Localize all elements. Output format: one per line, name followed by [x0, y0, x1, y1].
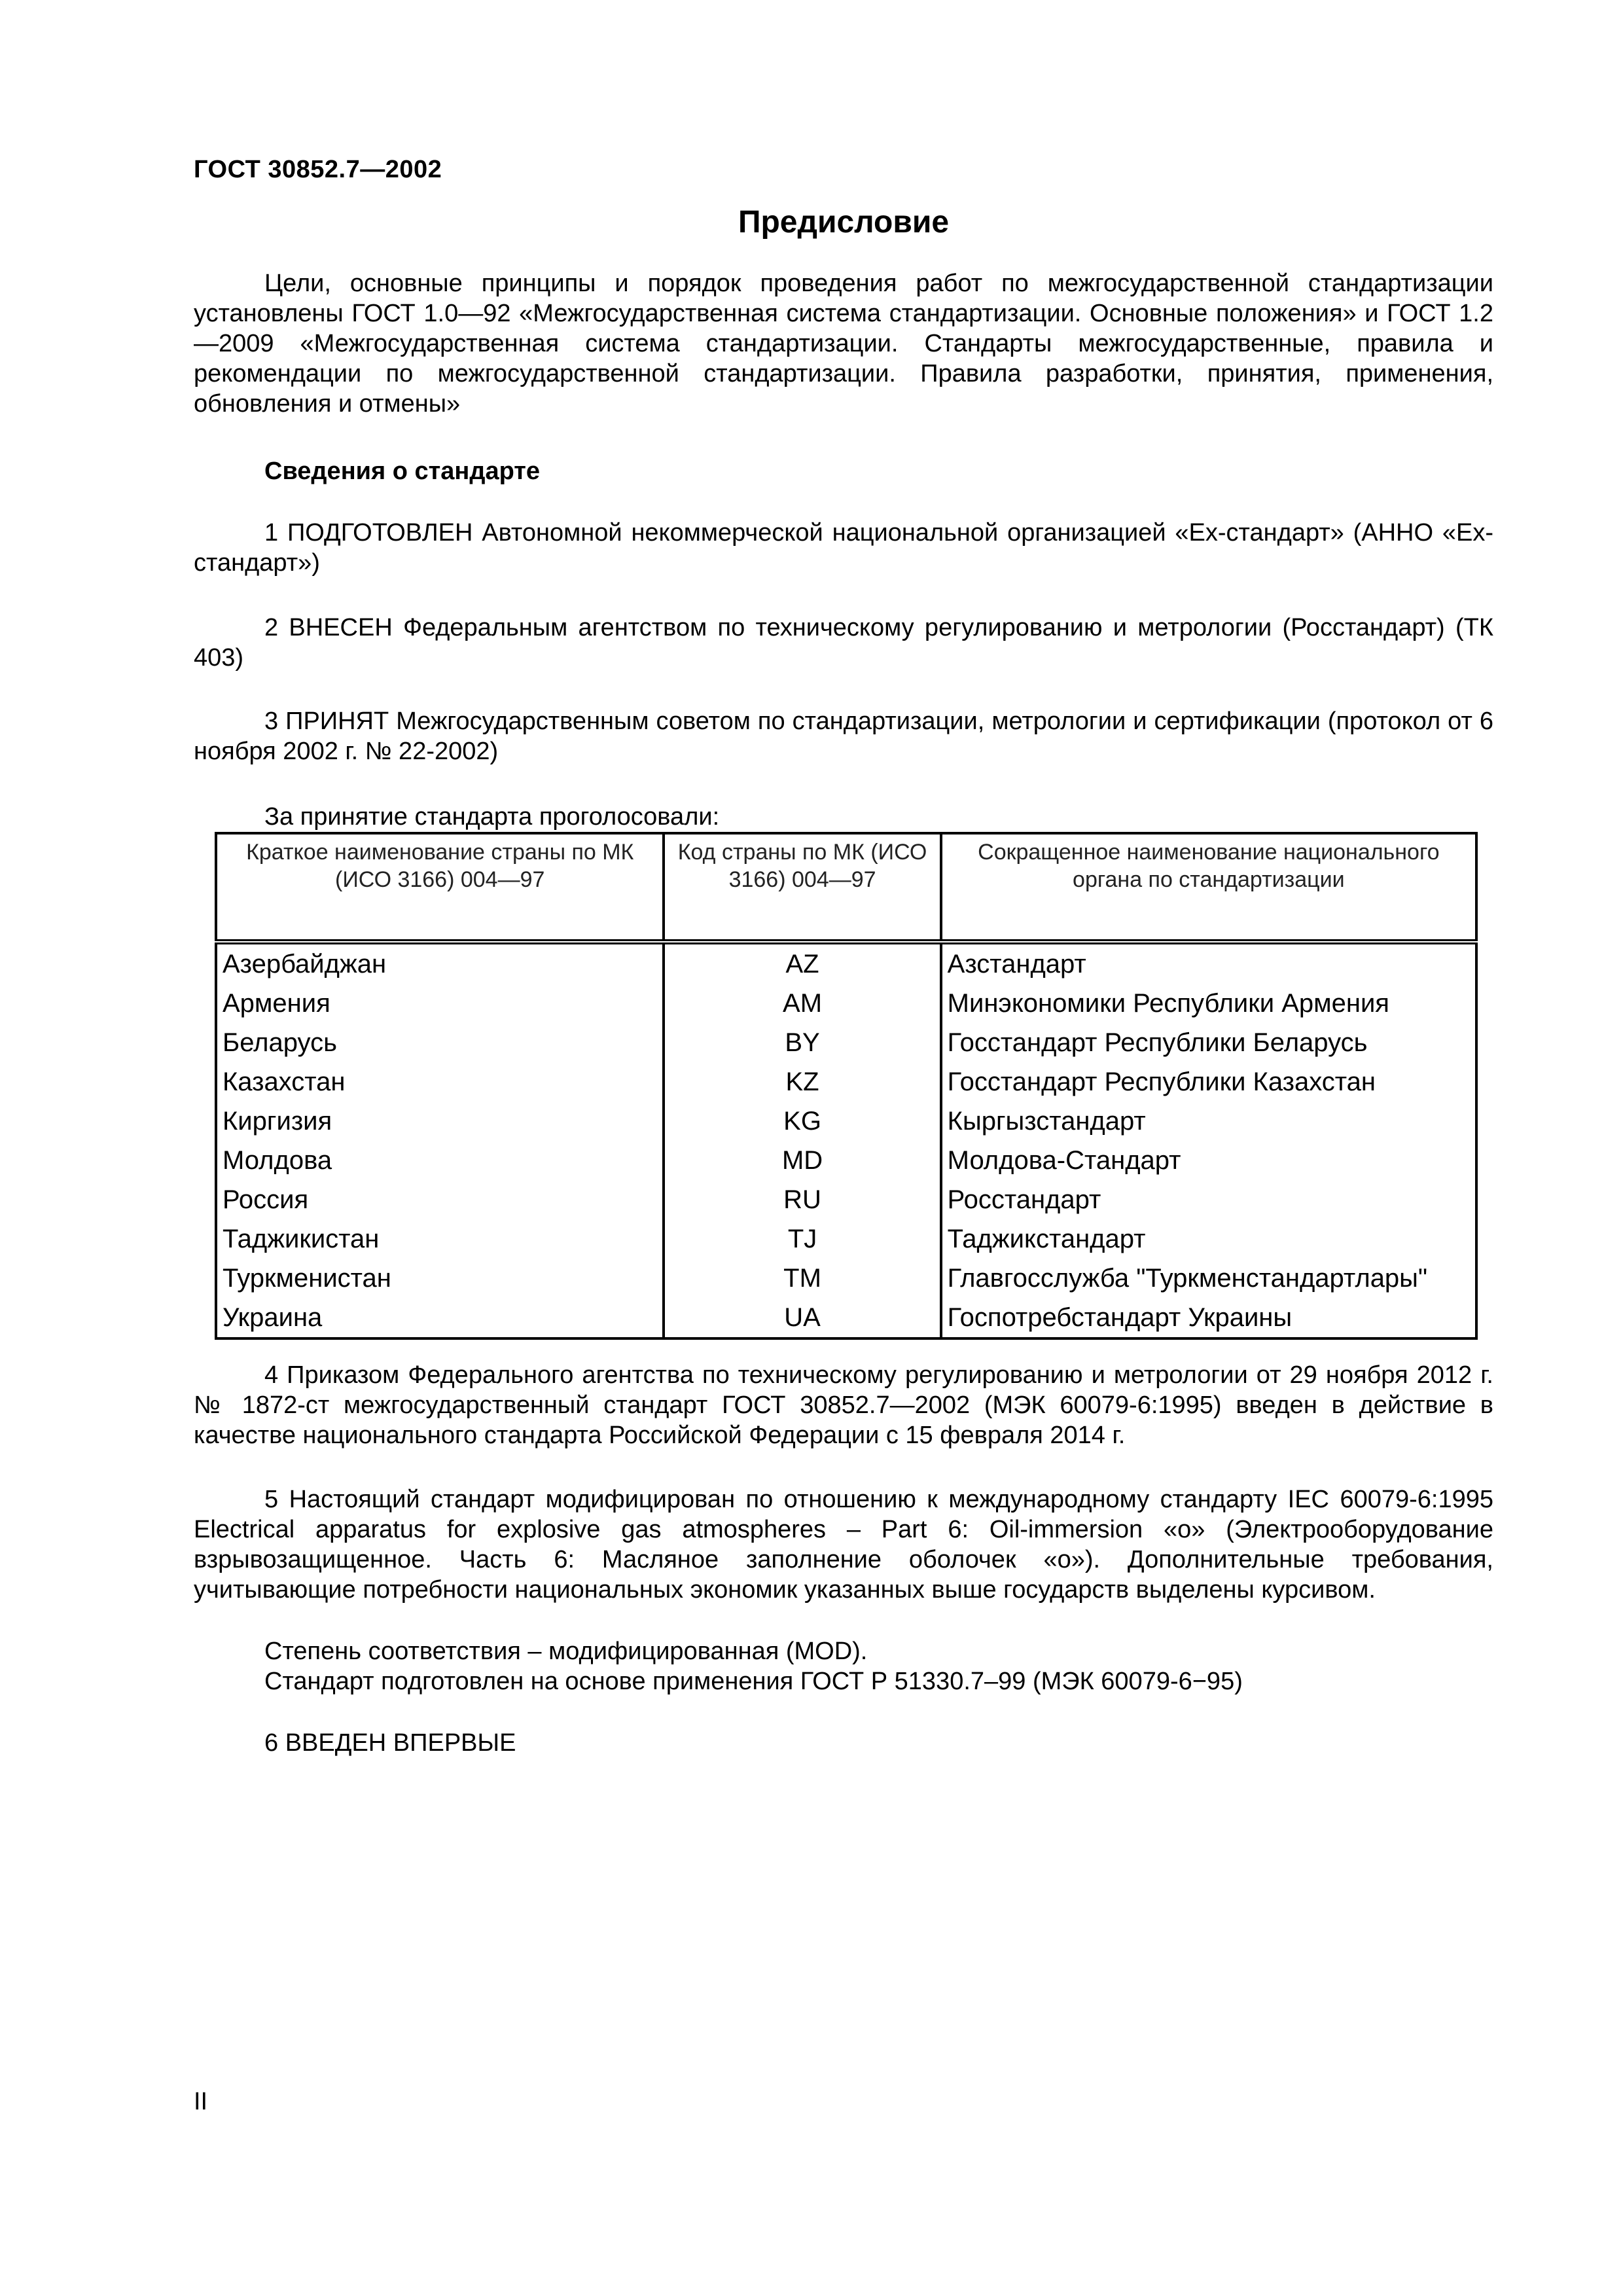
cell-code: AZ — [664, 942, 940, 984]
cell-body: Молдова-Стандарт — [941, 1141, 1476, 1180]
page-number: II — [194, 2088, 208, 2115]
cell-code: UA — [664, 1298, 940, 1338]
document-number: ГОСТ 30852.7—2002 — [194, 156, 442, 183]
cell-country: Казахстан — [216, 1062, 664, 1102]
cell-country: Киргизия — [216, 1102, 664, 1141]
item-6-introduced: 6 ВВЕДЕН ВПЕРВЫЕ — [264, 1729, 516, 1757]
cell-code: BY — [664, 1023, 940, 1062]
cell-country: Таджикистан — [216, 1219, 664, 1259]
cell-body: Азстандарт — [941, 942, 1476, 984]
intro-paragraph: Цели, основные принципы и порядок проведения работ по межгосударственной стандартизации установлены ГОСТ 1.0—92 «Межгосударственная система стандартизации. Основные положения» и ГОСТ 1.2—2009 «Межгосударственная система стандартизации. Стандарты межгосударственные, правила и рекомендации по межгосударственной стандартизации. Правила разработки, принятия, применения, обновления и отмены» — [194, 270, 1493, 418]
cell-body: Росстандарт — [941, 1180, 1476, 1219]
item-4-enacted: 4 Приказом Федерального агентства по техническому регулированию и метрологии от 29 ноября 2012 г. № 1872-ст межгосударственный стандарт ГОСТ 30852.7—2002 (МЭК 60079-6:1995) введен в действие в качестве национального стандарта Российской Федерации с 15 февраля 2014 г. — [194, 1361, 1493, 1449]
page-title: Предисловие — [738, 205, 950, 240]
cell-country: Россия — [216, 1180, 664, 1219]
header-country-code: Код страны по МК (ИСО 3166) 004—97 — [664, 833, 940, 942]
cell-body: Госпотребстандарт Украины — [941, 1298, 1476, 1338]
item-5-basis: Стандарт подготовлен на основе применения ГОСТ Р 51330.7–99 (МЭК 60079-6−95) — [264, 1668, 1243, 1695]
cell-country: Армения — [216, 984, 664, 1023]
cell-body: Кыргызстандарт — [941, 1102, 1476, 1141]
item-5-modified: 5 Настоящий стандарт модифицирован по отношению к международному стандарту IEC 60079-6:1995 Electrical apparatus for explosive gas atmospheres – Part 6: Oil-immersion «o» (Электрооборудование взрывозащищенное. Часть 6: Масляное заполнение оболочек «о»). Дополнительные требования, учитывающие потребности национальных экономик указанных выше государств выделены курсивом. — [194, 1486, 1493, 1604]
cell-code: KZ — [664, 1062, 940, 1102]
table-row — [216, 1023, 1476, 1062]
table-row — [216, 984, 1476, 1023]
cell-code: TM — [664, 1259, 940, 1298]
header-country-name: Краткое наименование страны по МК (ИСО 3166) 004—97 — [216, 833, 664, 942]
item-2-submitted: 2 ВНЕСЕН Федеральным агентством по техническому регулированию и метрологии (Росстандарт) (ТК 403) — [194, 614, 1493, 672]
item-1-prepared: 1 ПОДГОТОВЛЕН Автономной некоммерческой национальной организацией «Ех-стандарт» (АННО «Ех-стандарт») — [194, 519, 1493, 577]
header-standards-body: Сокращенное наименование национального органа по стандартизации — [941, 833, 1476, 942]
table-row — [216, 1219, 1476, 1259]
cell-code: RU — [664, 1180, 940, 1219]
cell-code: TJ — [664, 1219, 940, 1259]
cell-code: MD — [664, 1141, 940, 1180]
cell-body: Минэкономики Республики Армения — [941, 984, 1476, 1023]
table-caption: За принятие стандарта проголосовали: — [264, 803, 720, 831]
item-3-adopted: 3 ПРИНЯТ Межгосударственным советом по стандартизации, метрологии и сертификации (протокол от 6 ноября 2002 г. № 22-2002) — [194, 708, 1493, 765]
table-row — [216, 1180, 1476, 1219]
cell-body: Госстандарт Республики Беларусь — [941, 1023, 1476, 1062]
voting-countries-table — [215, 832, 1478, 1340]
cell-country: Украина — [216, 1298, 664, 1338]
table-row — [216, 1102, 1476, 1141]
cell-country: Беларусь — [216, 1023, 664, 1062]
cell-body: Главгосслужба "Туркменстандартлары" — [941, 1259, 1476, 1298]
section-heading-standard-info: Сведения о стандарте — [264, 457, 541, 485]
cell-code: KG — [664, 1102, 940, 1141]
cell-country: Азербайджан — [216, 942, 664, 984]
cell-code: AM — [664, 984, 940, 1023]
cell-body: Таджикстандарт — [941, 1219, 1476, 1259]
table-row — [216, 1062, 1476, 1102]
table-row — [216, 942, 1476, 984]
table-row — [216, 1298, 1476, 1338]
item-5-degree: Степень соответствия – модифицированная (MOD). — [264, 1638, 868, 1665]
table-header-row — [216, 833, 1476, 942]
cell-body: Госстандарт Республики Казахстан — [941, 1062, 1476, 1102]
table-row — [216, 1259, 1476, 1298]
cell-country: Молдова — [216, 1141, 664, 1180]
cell-country: Туркменистан — [216, 1259, 664, 1298]
table-row — [216, 1141, 1476, 1180]
